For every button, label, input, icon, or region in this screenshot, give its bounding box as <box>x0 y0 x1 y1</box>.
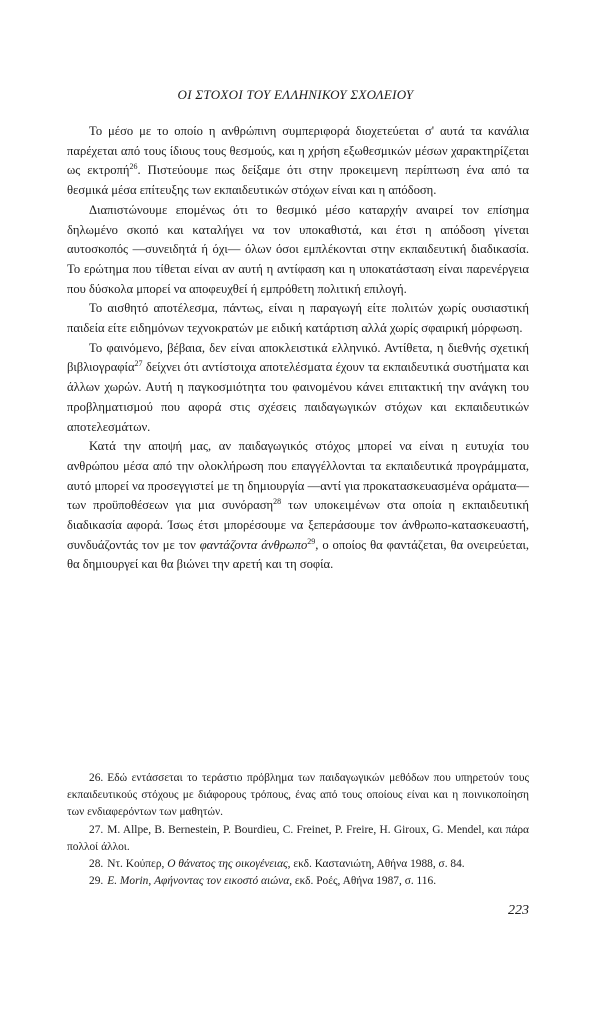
footnote-ref-28: 28 <box>273 497 282 507</box>
footnote-29 <box>67 873 529 890</box>
paragraph-2: Διαπιστώνουμε επομένως ότι το θεσμικό μέσο καταρχήν αναιρεί τον επίσημα δηλωμένο σκοπό και καταλήγει να τον υποκαθιστά, και έτσι η απόδοση γίνεται αυτοσκοπός —συνειδητά ή όχι— όλων όσοι εμπλέκονται στην εκπαιδευτική διαδικασία. Το ερώτημα που τίθεται είναι αν αυτή η αντίφαση και η υποκατάσταση είναι παρενέργεια που δύσκολα μπορεί να αποφευχθεί ή εμπρόθετη πολιτική επιλογή. <box>67 202 529 296</box>
paragraph-5-italic-phrase: φαντάζοντα άνθρωπο <box>199 537 308 552</box>
paragraph-4 <box>67 339 529 438</box>
footnote-number: 27. <box>89 823 104 836</box>
running-head: ΟΙ ΣΤΟΧΟΙ ΤΟΥ ΕΛΛΗΝΙΚΟΥ ΣΧΟΛΕΙΟΥ <box>177 87 414 102</box>
footnote-number: 28. <box>89 858 104 871</box>
footnote-text-b: , εκδ. Ροές, Αθήνα 1987, σ. 116. <box>289 875 437 888</box>
paragraph-5 <box>67 437 529 575</box>
footnote-ref-26: 26 <box>129 162 138 172</box>
footnote-number: 29. <box>89 875 104 888</box>
paragraph-4-text-b: δείχνει ότι αντίστοιχα αποτελέσματα έχουν τα εκπαιδευτικά συστήματα και άλλων χωρών. Αυτή η παγκοσμιότητα του φαινομένου κάνει επιτακτική την ανάγκη του προβληματισμού που αφορά στις σχέσεις παιδαγωγικών στόχων και εκπαιδευτικών αποτελεσμάτων. <box>67 360 529 434</box>
footnote-ref-27: 27 <box>134 359 143 369</box>
footnote-ref-29: 29 <box>307 536 316 546</box>
footnote-text: Εδώ εντάσσεται το τεράστιο πρόβλημα των παιδαγωγικών μεθόδων που υπηρετούν τους εκπαιδευτικούς στόχους με διάφορους τρόπους, ένας από τους οποίους είναι και η ποινικοποίηση των ενδιαφερόντων των μαθητών. <box>67 772 529 819</box>
paragraph-1-text-a: Το μέσο με το οποίο η ανθρώπινη συμπεριφορά διοχετεύεται σ' αυτά τα κανάλια παρέχεται από τους ίδιους τους θεσμούς, και η χρήση εξωθεσμικών μέσων χαρακτηρίζεται ως εκτροπή <box>67 124 529 178</box>
paragraph-5-text-b: των υποκειμένων στα οποία η εκπαιδευτική διαδικασία αφορά. Ίσως έτσι μπορέσουμε να ξεπεράσουμε τον άνθρωπο-κατασκευαστή, συνδυάζοντάς τον με τον <box>67 498 529 552</box>
footnote-number: 26. <box>89 772 104 784</box>
paragraph-1-text-b: . Πιστεύουμε πως δείξαμε ότι στην προκειμενη περίπτωση ένα από τα θεσμικά μέσα επίτευξης των εκπαιδευτικών στόχων είναι και η απόδοση. <box>67 163 529 198</box>
footnotes <box>67 770 529 890</box>
footnote-text-a: Ντ. Κούπερ, <box>107 858 168 871</box>
footnote-book-title: Ο θάνατος της οικογένειας <box>167 858 288 871</box>
paragraph-3: Το αισθητό αποτέλεσμα, πάντως, είναι η παραγωγή είτε πολιτών χωρίς ουσιαστική παιδεία είτε ειδημόνων τεχνοκρατών με ειδική κατάρτιση αλλά χωρίς σφαιρική μόρφωση. <box>67 301 529 336</box>
footnote-text: M. Allpe, B. Bernestein, P. Bourdieu, C. Freinet, P. Freire, H. Giroux, G. Mendel, και πάρα πολλοί άλλοι. <box>67 823 529 853</box>
body-text <box>67 122 529 575</box>
footnote-27 <box>67 822 529 856</box>
footnote-28 <box>67 856 529 873</box>
footnote-26 <box>67 770 529 822</box>
paragraph-5-text-c: , ο οποίος θα φαντάζεται, θα ονειρεύεται, θα δημιουργεί και θα βιώνει την αρετή και τη σοφία. <box>67 537 530 572</box>
paragraph-4-text-a: Το φαινόμενο, βέβαια, δεν είναι αποκλειστικά ελληνικό. Αντίθετα, η διεθνής σχετική βιβλιογραφία <box>67 340 529 375</box>
paragraph-1 <box>67 122 529 201</box>
footnote-book-title: E. Morin, Αφήνοντας τον εικοστό αιώνα <box>107 875 290 888</box>
footnote-text-b: , εκδ. Καστανιώτη, Αθήνα 1988, σ. 84. <box>287 858 465 871</box>
paragraph-5-text-a: Κατά την αποψή μας, αν παιδαγωγικός στόχος μπορεί να είναι η ευτυχία του ανθρώπου μέσα από την ολοκλήρωση που επαγγέλλονται τα εκπαιδευτικά προγράμματα, αυτό μπορεί να προσεγγιστεί με τη δημιουργία —αντί για προκατασκευασμένα οράματα— των προϋποθέσεων για μια συνόραση <box>67 439 529 513</box>
page-number: 223 <box>508 903 529 918</box>
